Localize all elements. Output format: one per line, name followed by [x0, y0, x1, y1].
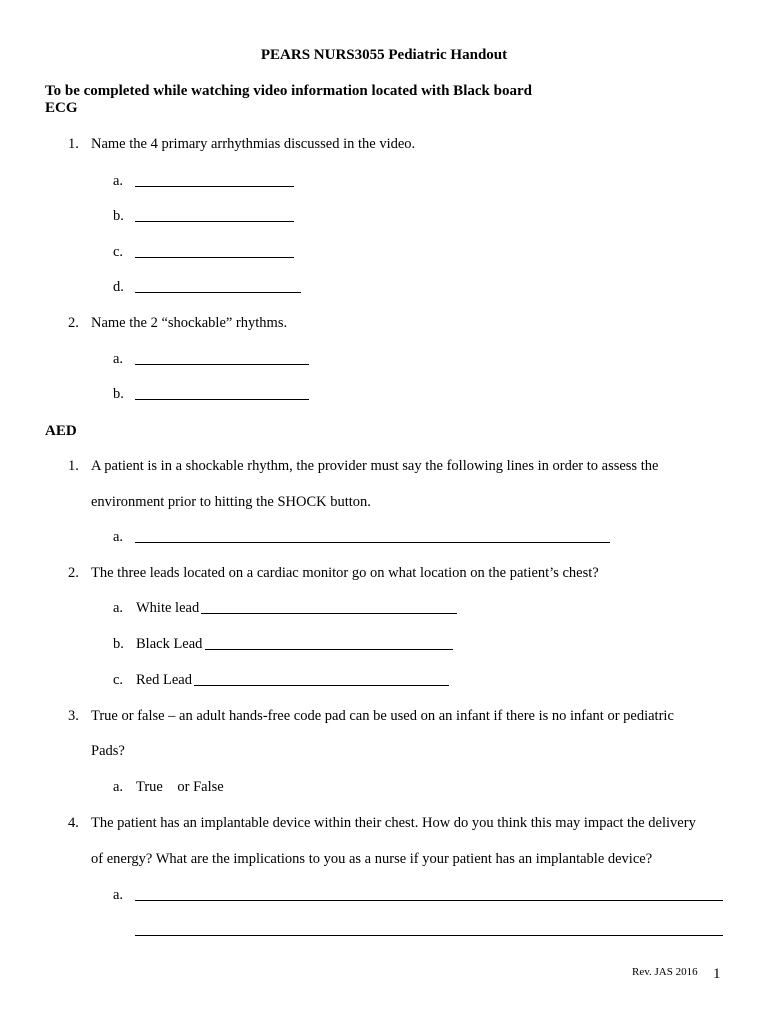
aed-q2-number: 2.: [68, 565, 79, 581]
instruction-text: To be completed while watching video information located with Black board: [45, 83, 532, 99]
page-title: PEARS NURS3055 Pediatric Handout: [260, 47, 508, 63]
aed-q3-number: 3.: [68, 708, 79, 724]
aed-q4-answer-line-1[interactable]: [135, 900, 723, 901]
aed-q3-true-or-false-option[interactable]: True or False: [136, 779, 224, 795]
ecg-q1-item-a-letter: a.: [113, 173, 124, 189]
revision-note: Rev. JAS 2016: [632, 966, 698, 978]
ecg-q1-text: Name the 4 primary arrhythmias discussed in the video.: [91, 136, 416, 152]
aed-q1-number: 1.: [68, 458, 79, 474]
aed-q2-black-lead-answer-line[interactable]: [205, 649, 453, 650]
ecg-q2-item-b-letter: b.: [113, 386, 124, 402]
aed-q4-number: 4.: [68, 815, 79, 831]
ecg-q1-item-d-letter: d.: [113, 279, 124, 295]
ecg-q2-item-a-letter: a.: [113, 351, 124, 367]
ecg-q2-answer-line-b[interactable]: [135, 399, 309, 400]
ecg-q1-answer-line-d[interactable]: [135, 292, 301, 293]
ecg-q2-text: Name the 2 “shockable” rhythms.: [91, 315, 288, 331]
aed-q4-answer-line-2[interactable]: [135, 935, 723, 936]
aed-q2-text: The three leads located on a cardiac monitor go on what location on the patient’s chest?: [91, 565, 599, 581]
aed-heading: AED: [45, 423, 77, 439]
ecg-heading: ECG: [45, 100, 78, 116]
aed-q4-text-line2: of energy? What are the implications to you as a nurse if your patient has an implantable device?: [91, 851, 653, 867]
aed-q2-item-b-letter: b.: [113, 636, 124, 652]
aed-q2-white-lead-answer-line[interactable]: [201, 613, 457, 614]
ecg-q1-item-c-letter: c.: [113, 244, 124, 260]
aed-q2-black-lead-label: Black Lead: [136, 636, 203, 652]
ecg-q1-answer-line-b[interactable]: [135, 221, 294, 222]
aed-q2-white-lead-label: White lead: [136, 600, 200, 616]
aed-q1-answer-line-a[interactable]: [135, 542, 610, 543]
aed-q4-item-a-letter: a.: [113, 887, 124, 903]
aed-q2-item-a-letter: a.: [113, 600, 124, 616]
aed-q3-text-line1: True or false – an adult hands-free code pad can be used on an infant if there is no infant or pediatric: [91, 708, 674, 724]
ecg-q2-answer-line-a[interactable]: [135, 364, 309, 365]
ecg-q1-answer-line-c[interactable]: [135, 257, 294, 258]
aed-q3-item-a-letter: a.: [113, 779, 124, 795]
aed-q2-item-c-letter: c.: [113, 672, 124, 688]
aed-q1-item-a-letter: a.: [113, 529, 124, 545]
ecg-q2-number: 2.: [68, 315, 79, 331]
aed-q1-text-line1: A patient is in a shockable rhythm, the provider must say the following lines in order to assess the: [91, 458, 659, 474]
page-number: 1: [713, 966, 721, 982]
ecg-q1-item-b-letter: b.: [113, 208, 124, 224]
ecg-q1-number: 1.: [68, 136, 79, 152]
aed-q4-text-line1: The patient has an implantable device within their chest. How do you think this may impact the delivery: [91, 815, 696, 831]
ecg-q1-answer-line-a[interactable]: [135, 186, 294, 187]
aed-q1-text-line2: environment prior to hitting the SHOCK button.: [91, 494, 371, 510]
aed-q3-text-line2: Pads?: [91, 743, 125, 759]
aed-q2-red-lead-answer-line[interactable]: [194, 685, 449, 686]
aed-q2-red-lead-label: Red Lead: [136, 672, 192, 688]
